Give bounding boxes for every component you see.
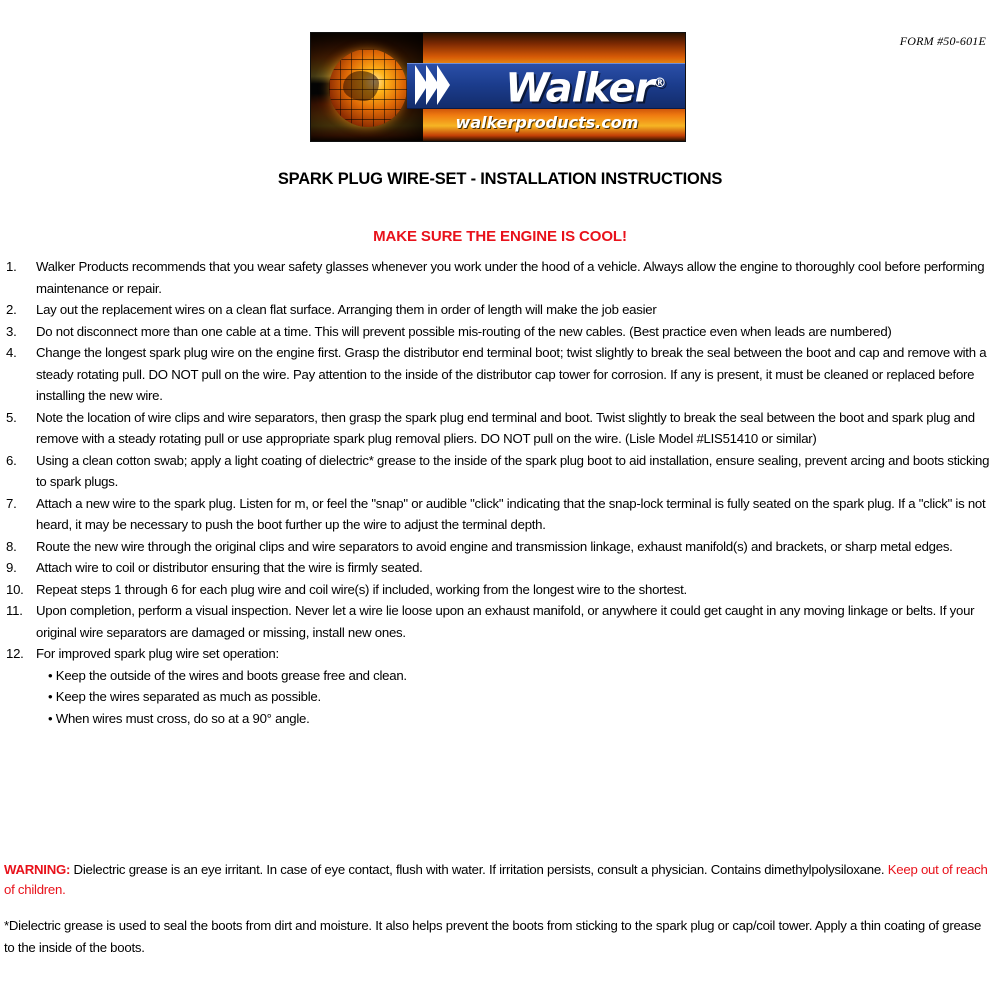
footnote: *Dielectric grease is used to seal the boots from dirt and moisture. It also helps prevent the boots from sticking to the spark plug or cap/coil tower. Apply a thin coating of grease to the inside of the boots. [4,918,982,955]
dielectric-grease-warning [4,860,994,900]
sub-list-item: • Keep the wires separated as much as possible. [48,689,321,704]
step-number: 9. [6,560,17,575]
step-text: Upon completion, perform a visual inspection. Never let a wire lie loose upon an exhaust manifold, or anywhere it could get caught in any moving linkage or belts. If your original wire separators are damaged or missing, install new ones. [36,603,975,640]
step-number: 11. [6,603,23,618]
list-item [6,321,994,343]
list-item [6,450,994,493]
form-code: FORM #50-601E [899,34,986,48]
step-number: 12. [6,646,24,661]
step-number: 10. [6,581,24,597]
list-item [6,407,994,450]
logo-panel [310,32,686,142]
walker-logo [310,32,686,142]
step-number: 6. [6,452,17,468]
globe-continent-shape [343,71,379,101]
step-number: 8. [6,538,17,554]
list-item [6,600,994,643]
logo-wordmark-text: Walker [505,65,654,112]
step-text: Attach wire to coil or distributor ensuring that the wire is firmly seated. [36,560,423,575]
step-text: Lay out the replacement wires on a clean flat surface. Arranging them in order of length will make the job easier [36,302,657,317]
instruction-steps [6,256,994,729]
list-item [6,299,994,321]
warning-body: Dielectric grease is an eye irritant. In case of eye contact, flush with water. If irritation persists, consult a physician. Contains dimethylpolysiloxane. [70,862,888,877]
registered-trademark-icon: ® [653,76,666,91]
sub-list-item: • Keep the outside of the wires and boots grease free and clean. [48,667,407,683]
step-number: 4. [6,345,17,360]
step-number: 1. [6,259,17,274]
step-number: 2. [6,302,17,317]
step-text: Walker Products recommends that you wear safety glasses whenever you work under the hood of a vehicle. Always allow the engine to thoroughly cool before performing maintenance or repair. [36,259,985,296]
step-number: 3. [6,323,17,339]
list-item [6,579,994,601]
page-title: SPARK PLUG WIRE-SET - INSTALLATION INSTRUCTIONS [277,170,723,188]
globe-icon [329,49,407,127]
list-item [6,493,994,536]
list-item [6,557,994,579]
list-item [6,342,994,407]
logo-url-text: walkerproducts.com [455,113,639,132]
sub-list-item: • When wires must cross, do so at a 90° angle. [48,710,310,726]
step-text: Note the location of wire clips and wire separators, then grasp the spark plug end terminal and boot. Twist slightly to break the seal between the boot and spark plug and remove with a steady rotating pull or use appropriate spark plug removal pliers. DO NOT pull on the wire. (Lisle Model #LIS51410 or similar) [36,409,975,446]
engine-cool-warning: MAKE SURE THE ENGINE IS COOL! [373,228,627,245]
step-text: Repeat steps 1 through 6 for each plug wire and coil wire(s) if included, working from the longest wire to the shortest. [36,581,687,597]
step-text: Do not disconnect more than one cable at a time. This will prevent possible mis-routing of the new cables. (Best practice even when leads are numbered) [36,323,892,339]
warning-children-note: Keep out of reach of children. [4,862,988,897]
list-item [6,536,994,558]
step-text: Route the new wire through the original clips and wire separators to avoid engine and transmission linkage, exhaust manifold(s) and brackets, or sharp metal edges. [36,538,953,554]
step-text: Attach a new wire to the spark plug. Listen for m, or feel the "snap" or audible "click" indicating that the snap-lock terminal is fully seated on the spark plug. If a "click" is not heard, it may be necessary to push the boot further up the wire to adjust the terminal depth. [36,495,986,532]
step-text: Change the longest spark plug wire on the engine first. Grasp the distributor end terminal boot; twist slightly to break the seal between the boot and cap and remove with a steady rotating pull. DO NOT pull on the wire. Pay attention to the inside of the distributor cap tower for corrosion. If any is present, it must be cleaned or replaced before installing the new wire. [36,345,987,403]
list-item [6,643,994,729]
step-text: For improved spark plug wire set operation: [36,646,279,661]
step-text: Using a clean cotton swab; apply a light coating of dielectric* grease to the inside of the spark plug boot to aid installation, ensure sealing, prevent arcing and boots sticking to spark plugs. [36,452,990,489]
step-number: 7. [6,495,17,511]
list-item [6,256,994,299]
logo-wordmark [419,61,686,112]
sub-item-list [36,665,994,730]
warning-label: WARNING: [4,862,71,877]
step-number: 5. [6,409,17,425]
